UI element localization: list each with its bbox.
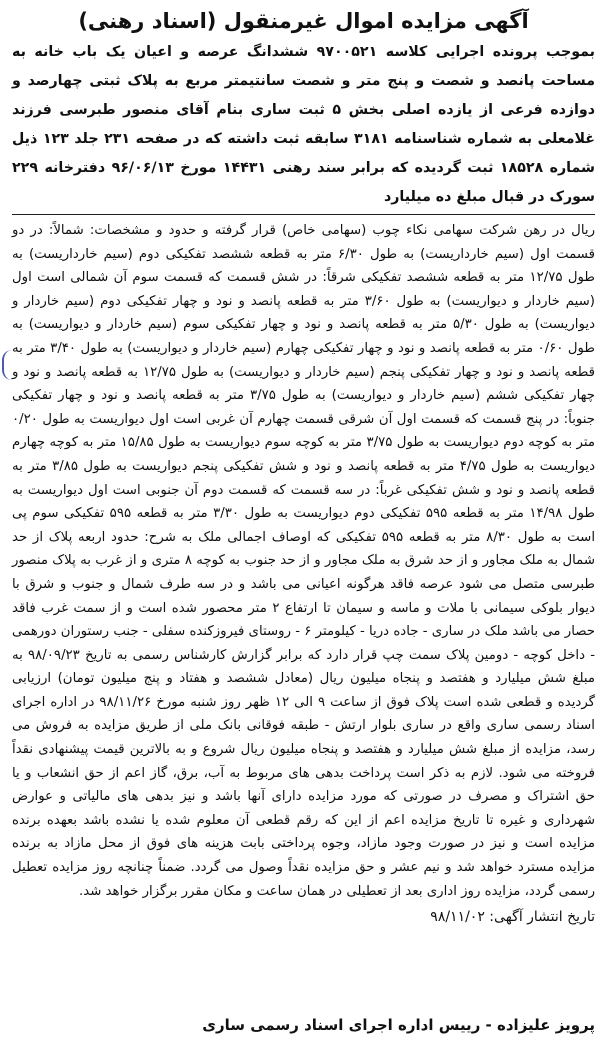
notice-intro-paragraph: بموجب پرونده اجرایی کلاسه ۹۷۰۰۵۲۱ ششدانگ عرصه و اعیان یک باب خانه به مساحت پانصد و شصت و پنج متر و شصت سانتیمتر مربع به پلاک ثبتی چهارصد و دوازده فرعی از یازده اصلی بخش ۵ ثبت ساری بنام آقای منصور طبرسی فرزند غلامعلی به شماره شناسنامه ۳۱۸۱ سابقه ثبت داشته که در صفحه ۲۳۱ جلد ۱۲۳ ذیل شماره ۱۸۵۲۸ ثبت گردیده که برابر سند رهنی ۱۴۴۳۱ مورخ ۹۶/۰۶/۱۳ دفترخانه ۲۲۹ سورک در قبال مبلغ ده میلیارد (12, 44, 596, 205)
publish-date: تاریخ انتشار آگهی: ۹۸/۱۱/۰۲ (430, 909, 595, 926)
margin-bracket-mark (2, 350, 14, 380)
divider (12, 214, 595, 215)
notice-title: آگهی مزایده اموال غیرمنقول (اسناد رهنی) (78, 9, 529, 33)
notice-body-paragraph: ریال در رهن شرکت سهامی نکاء چوب (سهامی خاص) قرار گرفته و حدود و مشخصات: شمالاً: در دو قسمت اول (سیم خارداریست) به طول ۶/۳۰ متر به قطعه ششصد تفکیکی دوم (سیم خارداریست) به طول ۱۲/۷۵ متر به قطعه ششصد تفکیکی شرقاً: در شش قسمت که قسمت سوم آن شمالی است اول (سیم خاردار و دیواریست) به طول ۳/۶۰ متر به قطعه پانصد و نود و چهار تفکیکی دوم (سیم خاردار و دیواریست) به طول ۵/۳۰ متر به قطعه پانصد و نود و چهار تفکیکی سوم (سیم خاردار و دیواریست) به طول ۰/۶۰ متر به قطعه پانصد و نود و چهار تفکیکی چهارم (سیم خاردار و دیواریست) به طول ۳/۴۰ متر به قطعه پانصد و نود و چهار تفکیکی پنجم (سیم خاردار و دیواریست) به طول ۱۲/۷۵ به قطعه پانصد و نود و چهار تفکیکی ششم (سیم خاردار و دیواریست) به طول ۳/۷۵ متر به قطعه پانصد و نود و چهار تفکیکی جنوباً: در پنج قسمت که قسمت اول آن شرقی قسمت چهارم آن غربی است اول دیواریست به طول ۰/۲۰ متر به کوچه دوم دیواریست به طول ۳/۷۵ متر به کوچه سوم دیواریست به طول ۱۵/۸۵ متر به کوچه چهارم دیواریست به طول ۴/۷۵ متر به قطعه پانصد و نود و شش تفکیکی پنجم دیواریست به طول ۳/۸۵ متر به قطعه پانصد و نود و شش تفکیکی غرباً: در سه قسمت که قسمت دوم آن جنوبی است اول دیواریست به طول ۱۴/۹۸ متر به قطعه ۵۹۵ تفکیکی دوم دیواریست به طول ۳/۳۰ متر به قطعه ۵۹۵ تفکیکی سوم پی است به طول ۸/۳۰ متر به قطعه ۵۹۵ تفکیکی که اوصاف اجمالی ملک به شرح: حدود اربعه پلاک از حد شمال به ملک مجاور و از حد شرق به ملک مجاور و از حد جنوب به کوچه ۸ متری و از غرب به پلاک منصور طبرسی متصل می شود عرصه فاقد هرگونه اعیانی می باشد و در سه طرف شمال و جنوب و شرق با دیوار بلوکی سیمانی با ملات و ماسه و سیمان تا ارتفاع ۲ متر محصور شده است و از سمت غرب فاقد حصار می باشد ملک در ساری - جاده دریا - کیلومتر ۶ - روستای فیروزکنده سفلی - جنب رستوران دورهمی - داخل کوچه - دومین پلاک سمت چپ قرار دارد که برابر گزارش کارشناس رسمی به تاریخ ۹۸/۰۹/۲۳ به مبلغ شش میلیارد و هفتصد و پنجاه میلیون ریال (معادل ششصد و هفتاد و پنج میلیون تومان) ارزیابی گردیده و قطعی شده است پلاک فوق از ساعت ۹ الی ۱۲ ظهر روز شنبه مورخ ۹۸/۱۱/۲۶ در اداره اجرای اسناد رسمی ساری واقع در ساری بلوار ارتش - طبقه فوقانی بانک ملی از طریق مزایده به فروش می رسد، مزایده از مبلغ شش میلیارد و هفتصد و پنجاه میلیون ریال شروع و به بالاترین قیمت پیشنهادی نقداً فروخته می شود. لازم به ذکر است پرداخت بدهی های مربوط به آب، برق، گاز اعم از حق انشعاب و یا حق اشتراک و مصرف در صورتی که مورد مزایده دارای آنها باشد و نیز بدهی های مالیاتی و عوارض شهرداری و غیره تا تاریخ مزایده اعم از این که رقم قطعی آن معلوم شده یا نشده باشد بعهده برنده مزایده است و نیز در صورت وجود مازاد، وجوه پرداختی بابت هزینه های فوق از محل مازاد به برنده مزایده مسترد خواهد شد و نیم عشر و حق مزایده نقداً وصول می گردد. ضمناً چنانچه روز مزایده تعطیل رسمی گردد، مزایده روز اداری بعد از تعطیلی در همان ساعت و مکان مقرر برگزار خواهد شد. (12, 223, 596, 899)
signature-line: پرویز علیزاده - رییس اداره اجرای اسناد رسمی ساری (202, 1016, 595, 1034)
